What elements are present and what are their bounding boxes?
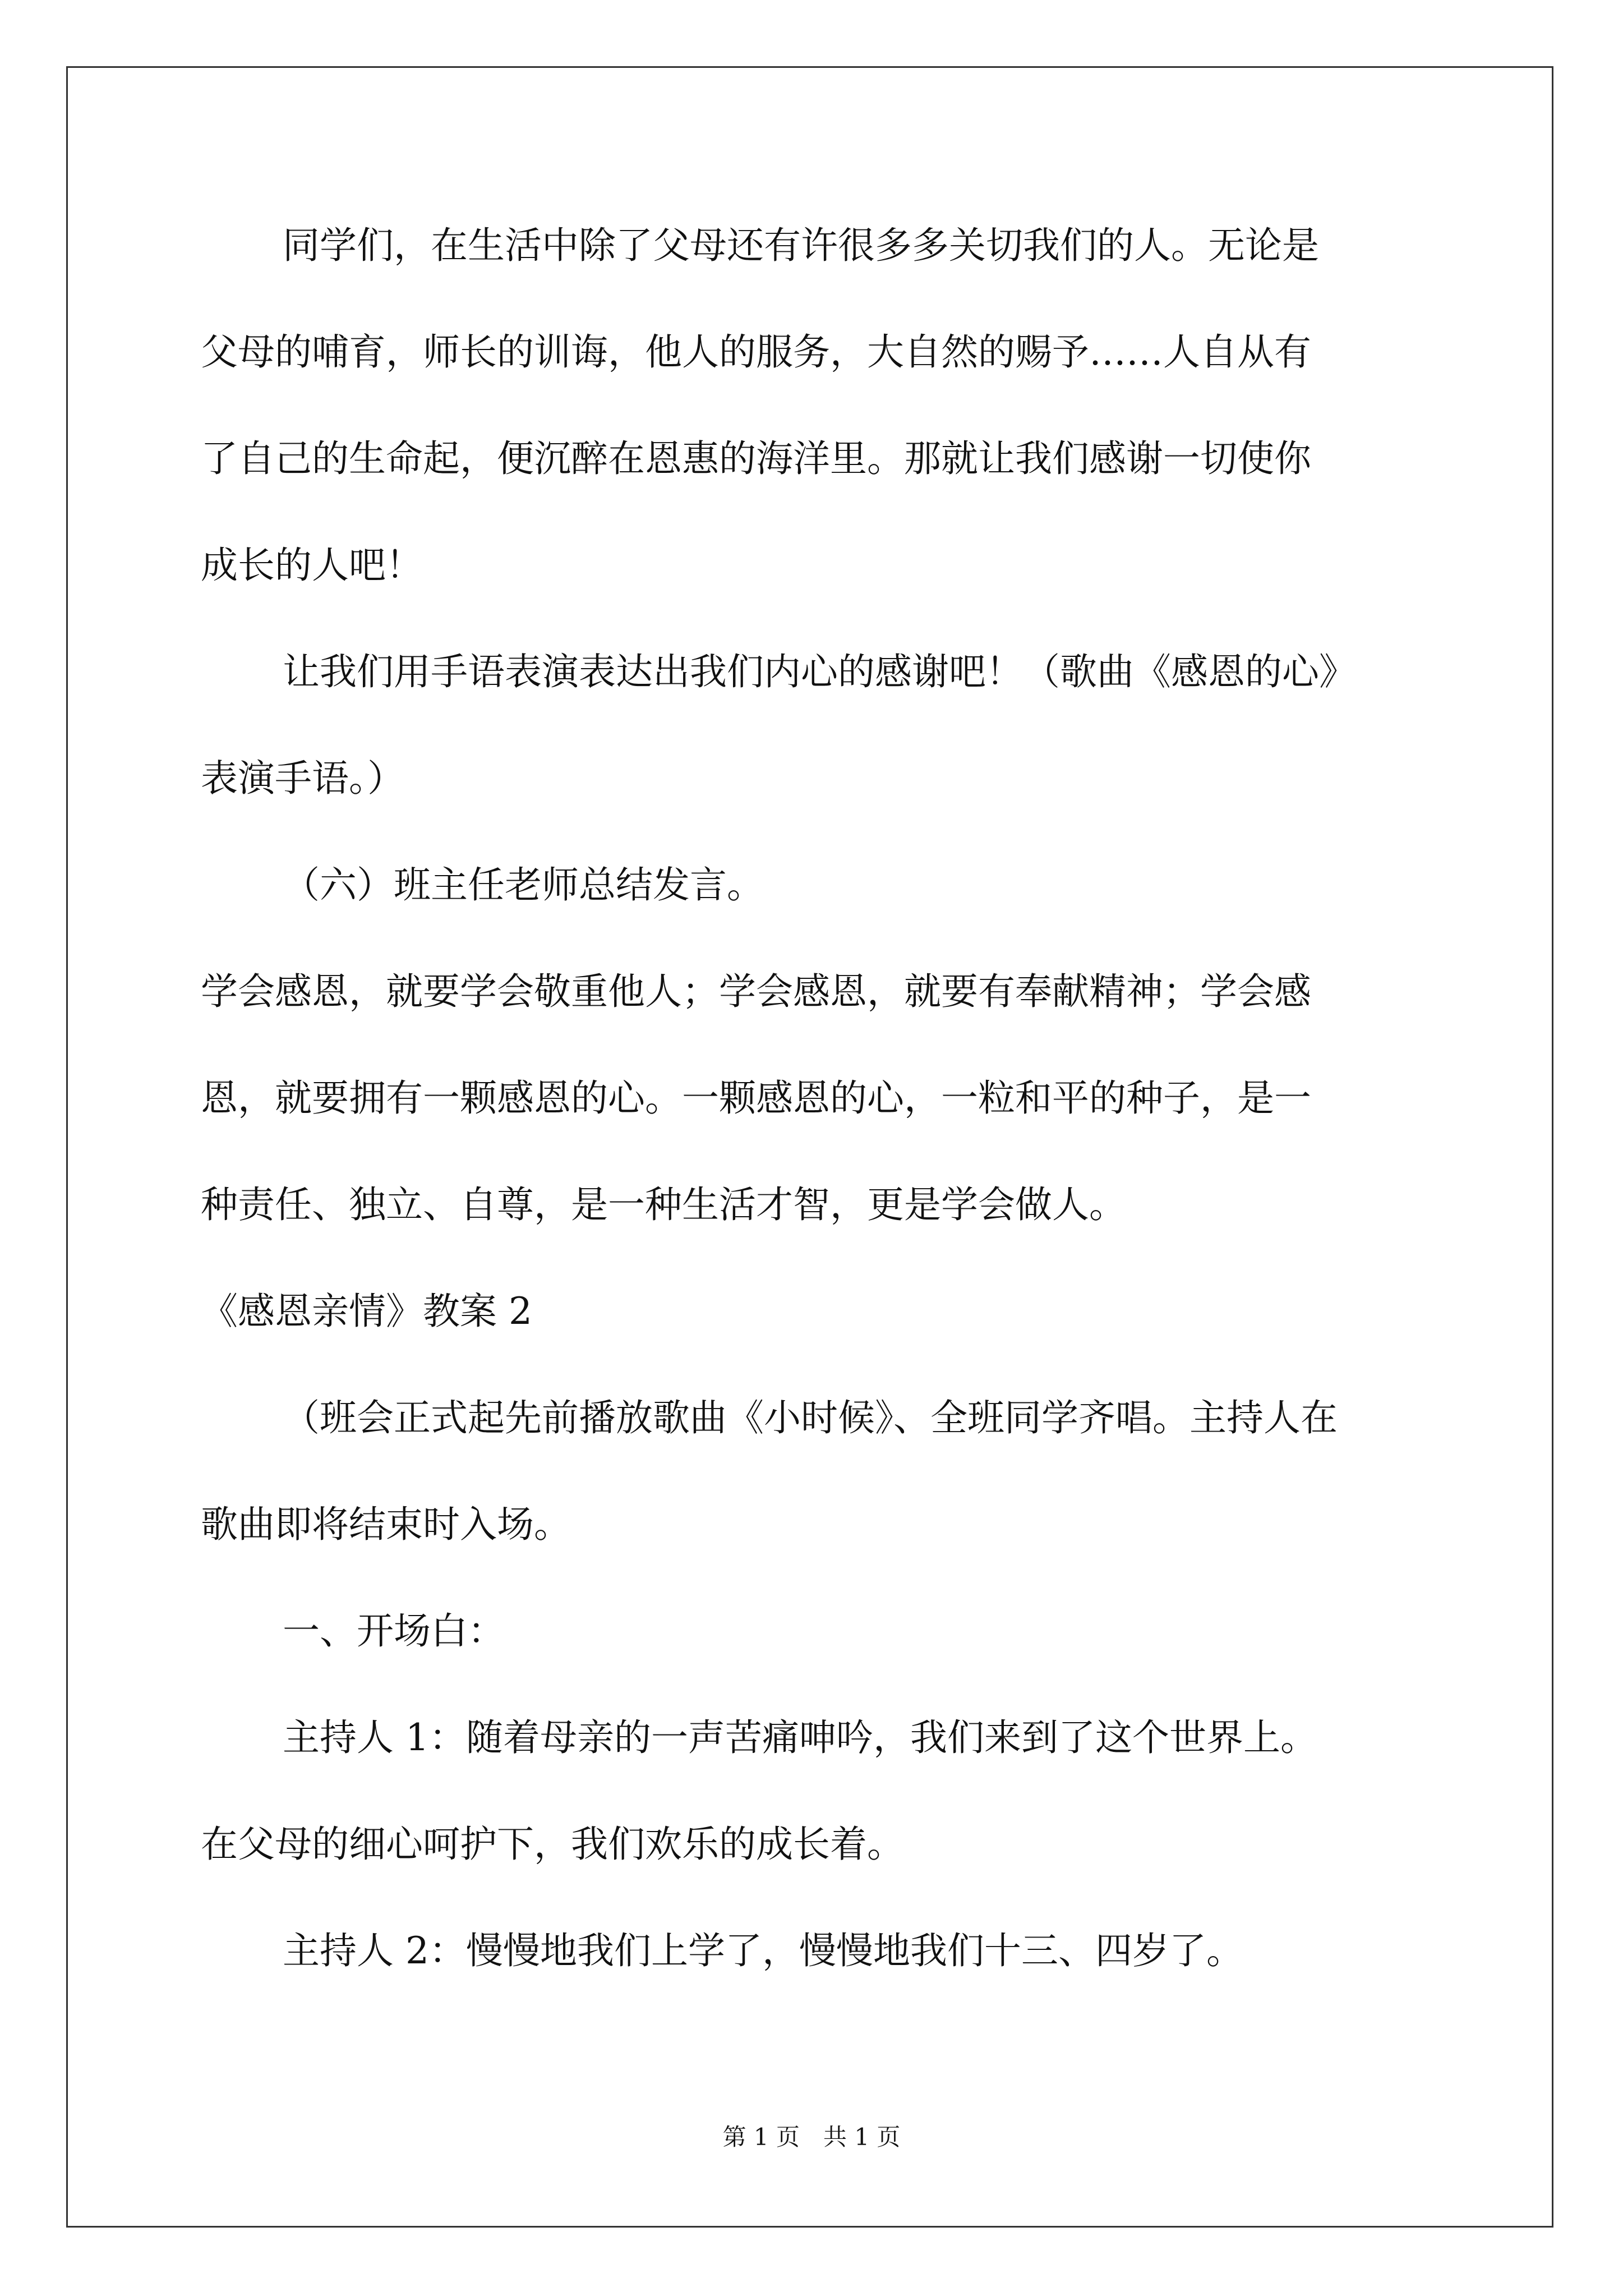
section-heading: （六）班主任老师总结发言。 [283,863,764,907]
paragraph-line: 恩，就要拥有一颗感恩的心。一颗感恩的心，一粒和平的种子，是一 [201,1076,1311,1120]
paragraph-line: 主持人 2：慢慢地我们上学了，慢慢地我们十三、四岁了。 [283,1929,1243,1972]
paragraph-line: 种责任、独立、自尊，是一种生活才智，更是学会做人。 [201,1183,1126,1226]
paragraph-line: 让我们用手语表演表达出我们内心的感谢吧！（歌曲《感恩的心》 [283,650,1356,693]
paragraph-line: （班会正式起先前播放歌曲《小时候》、全班同学齐唱。主持人在 [283,1396,1338,1439]
page-footer: 第 1 页 共 1 页 [722,2123,901,2151]
paragraph-line: 同学们，在生活中除了父母还有许很多多关切我们的人。无论是 [283,224,1319,267]
paragraph-line: 主持人 1：随着母亲的一声苦痛呻吟，我们来到了这个世界上。 [283,1716,1317,1759]
paragraph-line: 父母的哺育，师长的训诲，他人的服务，大自然的赐予……人自从有 [201,330,1311,374]
paragraph-line: 成长的人吧！ [201,544,423,587]
paragraph-line: 表演手语。） [201,757,404,800]
page-border [66,66,1553,2228]
paragraph-line: 歌曲即将结束时入场。 [201,1503,571,1546]
paragraph-line: 学会感恩，就要学会敬重他人；学会感恩，就要有奉献精神；学会感 [201,970,1311,1013]
lesson-title: 《感恩亲情》教案 2 [201,1290,532,1333]
paragraph-line: 在父母的细心呵护下，我们欢乐的成长着。 [201,1823,904,1866]
section-heading: 一、开场白： [283,1609,505,1653]
paragraph-line: 了自己的生命起，便沉醉在恩惠的海洋里。那就让我们感谢一切使你 [201,437,1311,480]
